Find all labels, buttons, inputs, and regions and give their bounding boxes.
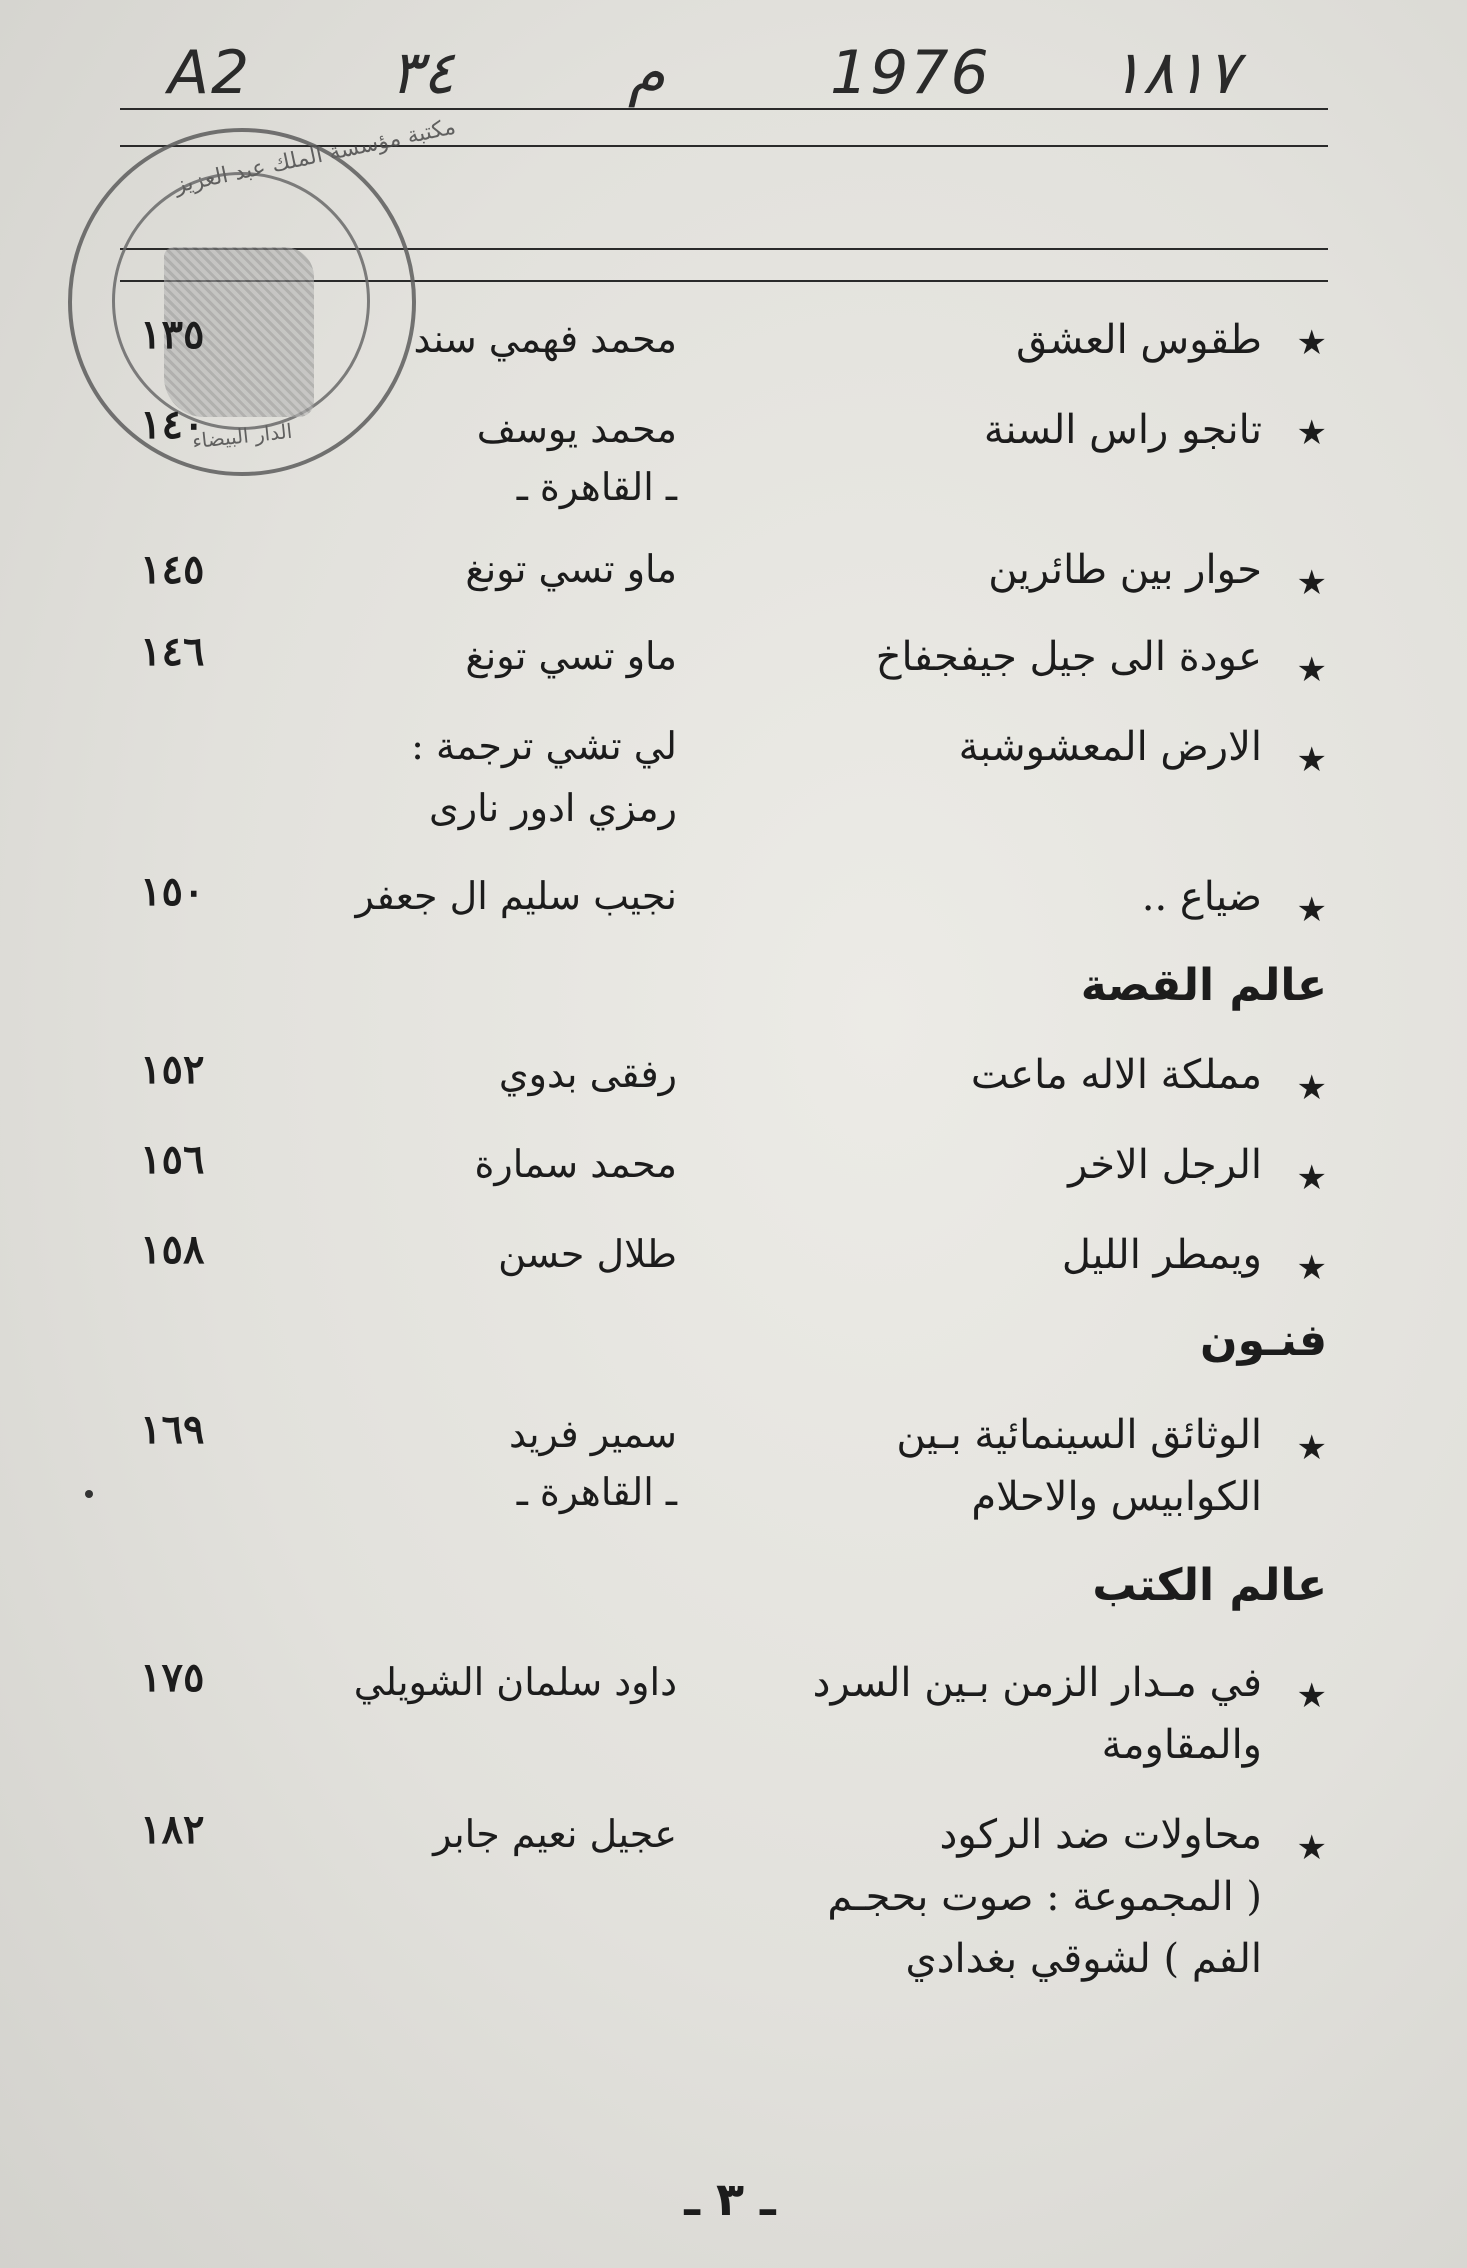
star-icon: ★ [1296,563,1327,603]
header-rule-1 [120,108,1328,110]
entry-author: محمد سمارة [474,1142,677,1186]
ink-speck [85,1490,93,1498]
entry-title: ويمطر الليل [1061,1232,1262,1278]
entry-author: محمد يوسف [476,407,677,451]
entry-author: سمير فريد [509,1412,677,1456]
entry-author: ماو تسي تونغ [465,634,677,678]
stamp-top-text: مكتبة مؤسسة الملك عبد العزيز [172,114,458,199]
entry-title: الوثائق السينمائية بـين [896,1412,1262,1458]
entry-title: في مـدار الزمن بـين السرد [812,1660,1262,1706]
handwritten-mark-4: 1976 [830,38,991,108]
entry-page: ١٦٩ [140,1406,205,1453]
entry-title-line2: والمقاومة [1101,1722,1262,1768]
entry-title: الارض المعشوشبة [958,724,1262,770]
entry-author: داود سلمان الشويلي [353,1660,677,1704]
entry-page: ١٤٥ [140,546,205,593]
entry-title: تانجو راس السنة [983,407,1262,453]
entry-title: مملكة الاله ماعت [970,1052,1262,1098]
entry-page: ١٣٥ [140,311,205,358]
entry-title: عودة الى جيل جيفجفاخ [875,634,1262,680]
entry-title-line2: ( المجموعة : صوت بحجـم [827,1874,1262,1920]
handwritten-mark-3: م [628,38,666,108]
star-icon: ★ [1296,740,1327,780]
entry-page: ١٤٦ [140,628,205,675]
entry-author: رفقى بدوي [498,1052,677,1096]
handwritten-mark-5: ١٨١٧ [1110,38,1239,108]
entry-page: ١٤٠ [140,401,205,448]
star-icon: ★ [1296,413,1327,453]
stamp-bottom-text: الدار البيضاء [191,418,294,454]
entry-author-line2: ـ القاهرة ـ [516,465,677,509]
star-icon: ★ [1296,323,1327,363]
entry-author-line2: ـ القاهرة ـ [516,1470,677,1514]
entry-page: ١٥٢ [140,1046,205,1093]
handwritten-mark-1: A2 [168,38,252,108]
entry-page: ١٥٠ [140,868,205,915]
star-icon: ★ [1296,1828,1327,1868]
entry-author: ماو تسي تونغ [465,547,677,591]
entry-page: ١٨٢ [140,1806,205,1853]
section-heading: عالم الكتب [1092,1560,1327,1611]
entry-title-line3: الفم ) لشوقي بغدادي [905,1936,1262,1982]
entry-title-line2: الكوابيس والاحلام [971,1474,1262,1520]
entry-title: طقوس العشق [1016,317,1262,363]
star-icon: ★ [1296,1676,1327,1716]
section-heading: عالم القصة [1080,960,1327,1011]
star-icon: ★ [1296,650,1327,690]
entry-title: محاولات ضد الركود [939,1812,1262,1858]
entry-author: طلال حسن [498,1232,677,1276]
entry-page: ١٥٦ [140,1136,205,1183]
star-icon: ★ [1296,1158,1327,1198]
star-icon: ★ [1296,1068,1327,1108]
entry-author: محمد فهمي سند [413,317,677,361]
entry-page: ١٧٥ [140,1654,205,1701]
section-heading: فنـون [1200,1315,1327,1366]
page-number: ـ ٣ ـ [684,2172,776,2226]
entry-author: لي تشي ترجمة : [411,724,677,768]
entry-page: ١٥٨ [140,1226,205,1273]
star-icon: ★ [1296,890,1327,930]
entry-title: ضياع .. [1141,874,1262,920]
entry-title: حوار بين طائرين [988,547,1262,593]
star-icon: ★ [1296,1248,1327,1288]
entry-author-line2: رمزي ادور نارى [428,786,677,830]
star-icon: ★ [1296,1428,1327,1468]
handwritten-mark-2: ٣٤ [390,38,455,108]
entry-author: نجيب سليم ال جعفر [355,874,677,918]
entry-author: عجيل نعيم جابر [433,1812,677,1856]
entry-title: الرجل الاخر [1068,1142,1262,1188]
